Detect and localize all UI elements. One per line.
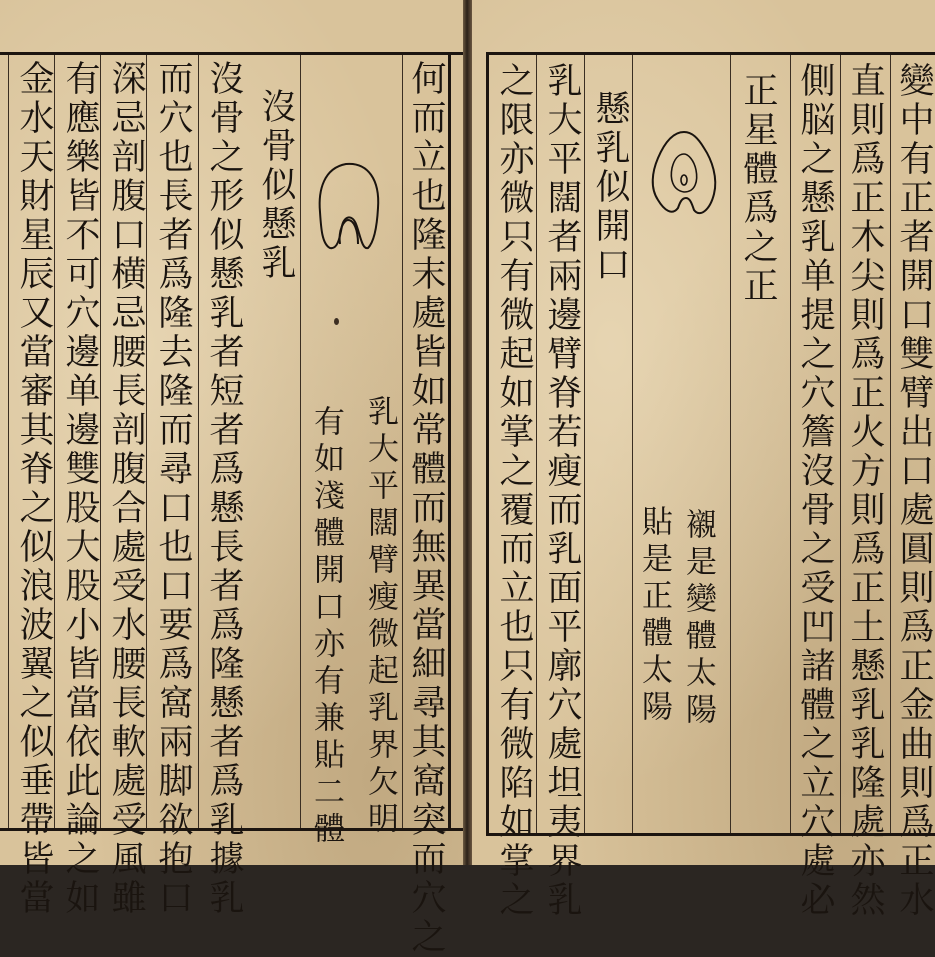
left-outer-border — [448, 52, 451, 831]
column-rule — [536, 55, 537, 833]
section-heading: 沒骨似懸乳 — [256, 88, 296, 283]
text-column: 沒骨之形似懸乳者短者爲懸長者爲隆懸者爲乳據乳 — [204, 60, 244, 918]
column-rule — [730, 55, 731, 833]
column-rule — [632, 55, 633, 833]
column-rule — [840, 55, 841, 833]
column-rule — [146, 55, 147, 828]
text-column: 之限亦微只有微起如掌之覆而立也只有微陷如掌之 — [494, 62, 534, 920]
text-column: 直則爲正木尖則爲正火方則爲正土懸乳乳隆處亦然 — [845, 62, 885, 920]
text-column: 乳大平闊者兩邊臂脊若瘦而乳面平廓穴處坦夷界乳 — [542, 62, 582, 920]
annotation-column: 有如淺體開口亦有兼貼二體 — [308, 405, 344, 849]
book-gutter — [463, 0, 472, 865]
column-rule — [890, 55, 891, 833]
right-top-border — [486, 52, 935, 55]
column-rule — [584, 55, 585, 833]
annotation-column: 乳大平闊臂瘦微起乳界欠明 — [362, 395, 398, 839]
column-rule — [8, 55, 9, 828]
column-rule — [54, 55, 55, 828]
section-heading: 懸乳似開口 — [590, 90, 630, 285]
text-column: 金水天財星辰又當審其脊之似浪波翼之似垂帶皆當 — [14, 60, 54, 918]
annotation-column: 襯是變體太陽 — [680, 508, 716, 730]
text-column: 深忌剖腹口横忌腰長剖腹合處受水腰長軟處受風雖 — [106, 60, 146, 918]
text-column: 而穴也長者爲隆去隆而尋口也口要爲窩兩脚欲抱口 — [153, 60, 193, 918]
text-column: 正星體爲之正 — [738, 72, 778, 306]
column-rule — [198, 55, 199, 828]
xuanru-figure — [650, 128, 718, 220]
ink-spot — [334, 318, 339, 325]
text-column: 有應樂皆不可穴邊单邊雙股大股小皆當依此論之如 — [60, 60, 100, 918]
column-rule — [100, 55, 101, 828]
right-outer-border — [486, 52, 489, 836]
column-rule — [402, 55, 403, 828]
column-rule — [300, 55, 301, 828]
left-top-border — [0, 52, 463, 55]
text-column: 側脳之懸乳单提之穴簷沒骨之受凹諸體之立穴處必 — [795, 62, 835, 920]
column-rule — [790, 55, 791, 833]
left-page — [0, 0, 463, 957]
right-page — [472, 0, 935, 920]
annotation-column: 貼是正體太陽 — [636, 505, 672, 727]
text-column: 何而立也隆末處皆如常體而無異當細尋其窩突而穴之 — [406, 60, 446, 957]
text-column: 變中有正者開口雙臂出口處圓則爲正金曲則爲正水 — [894, 62, 934, 920]
mogu-figure — [316, 160, 382, 252]
